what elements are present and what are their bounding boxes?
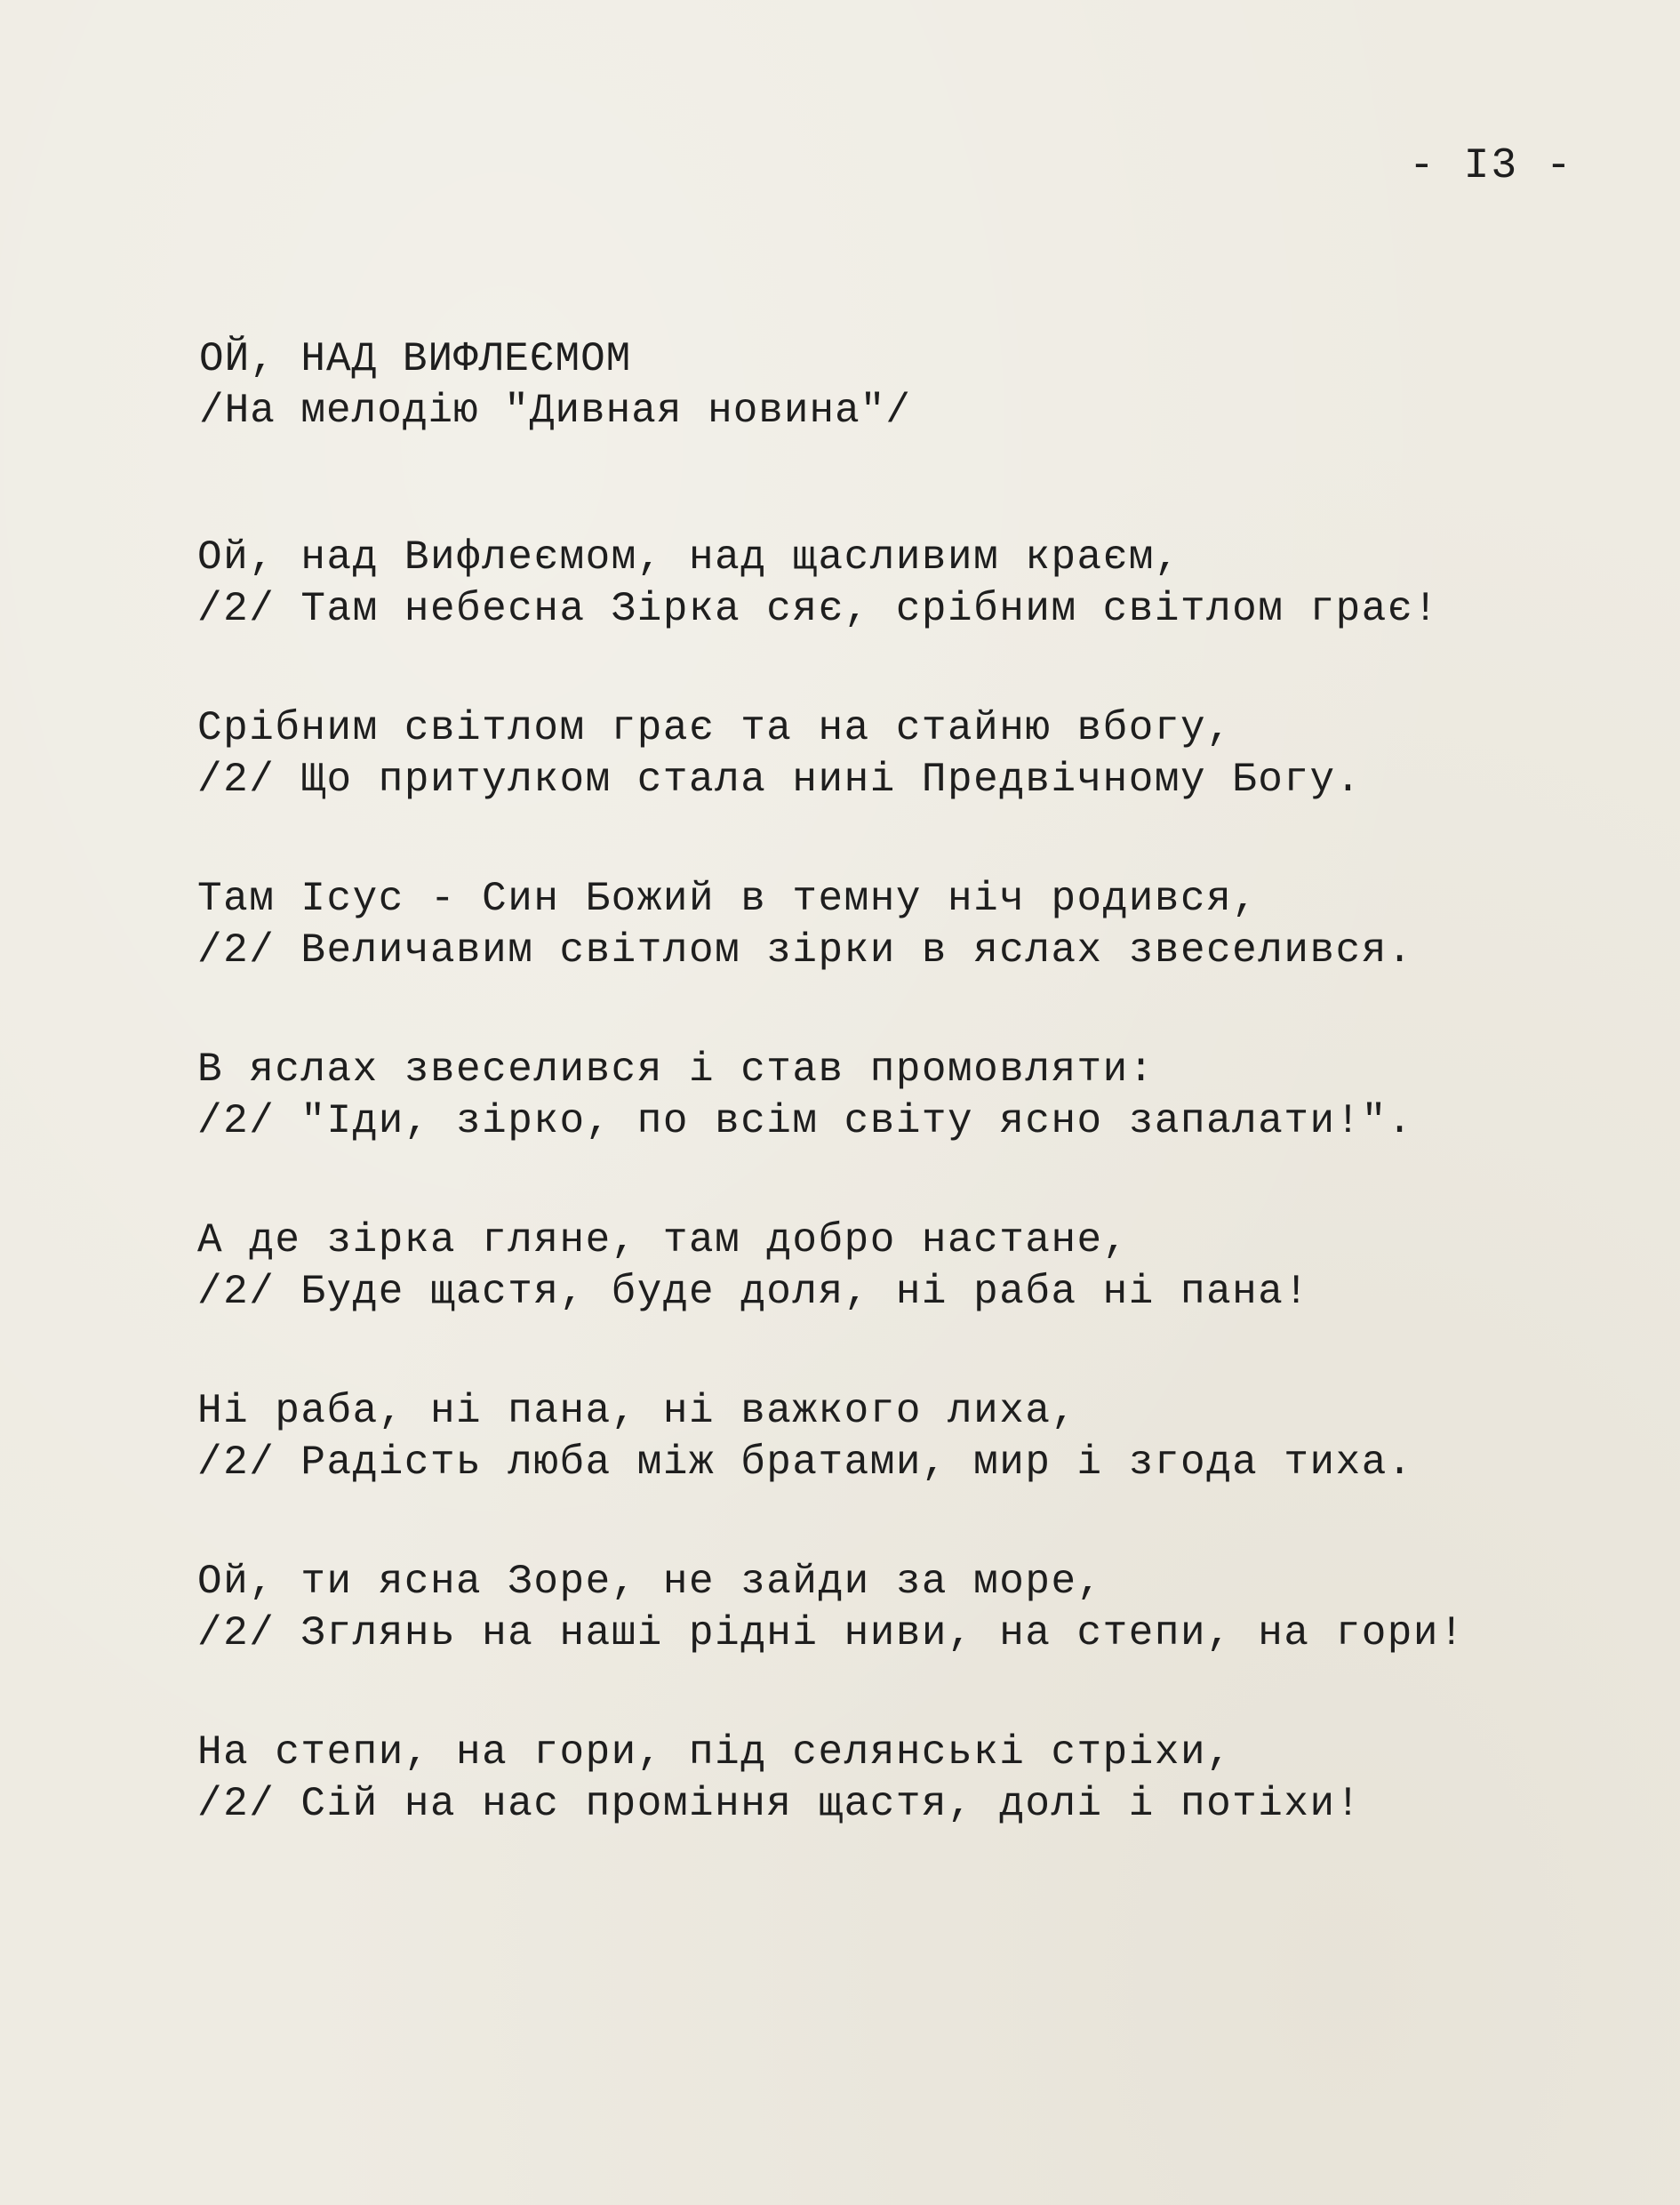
verse-line: А де зірка гляне, там добро настане, bbox=[197, 1217, 1129, 1263]
verse-refrain-line: /2/ Що притулком стала нині Предвічному Богу. bbox=[197, 757, 1362, 803]
verse-line: Ні раба, ні пана, ні важкого лиха, bbox=[197, 1388, 1077, 1434]
verse-refrain-line: /2/ Величавим світлом зірки в яслах звеселився. bbox=[197, 927, 1413, 974]
verse-line: В яслах звеселився і став промовляти: bbox=[197, 1046, 1155, 1093]
verse-7 bbox=[197, 1556, 1465, 1659]
song-verses bbox=[197, 532, 1465, 1897]
heading-block bbox=[199, 333, 911, 437]
verse-5 bbox=[197, 1215, 1465, 1318]
verse-line: Ой, ти ясна Зоре, не зайди за море, bbox=[197, 1559, 1103, 1605]
verse-refrain-line: /2/ Радість люба між братами, мир і згода тиха. bbox=[197, 1439, 1413, 1486]
verse-line: На степи, на гори, під селянські стріхи, bbox=[197, 1729, 1233, 1776]
verse-refrain-line: /2/ "Іди, зірко, по всім світу ясно запалати!". bbox=[197, 1098, 1413, 1144]
verse-2 bbox=[197, 702, 1465, 806]
page-number: - I3 - bbox=[1409, 142, 1573, 190]
verse-line: Срібним світлом грає та на стайню вбогу, bbox=[197, 705, 1233, 751]
song-subtitle: /На мелодію "Дивная новина"/ bbox=[199, 388, 911, 434]
verse-refrain-line: /2/ Зглянь на наші рідні ниви, на степи, на гори! bbox=[197, 1610, 1466, 1656]
verse-1 bbox=[197, 532, 1465, 635]
verse-refrain-line: /2/ Сій на нас проміння щастя, долі і потіхи! bbox=[197, 1781, 1362, 1827]
verse-4 bbox=[197, 1044, 1465, 1147]
verse-8 bbox=[197, 1727, 1465, 1830]
verse-6 bbox=[197, 1385, 1465, 1488]
verse-refrain-line: /2/ Там небесна Зірка сяє, срібним світлом грає! bbox=[197, 586, 1440, 632]
verse-line: Ой, над Вифлеємом, над щасливим краєм, bbox=[197, 534, 1180, 581]
song-title: ОЙ, НАД ВИФЛЕЄМОМ bbox=[199, 336, 632, 382]
verse-3 bbox=[197, 873, 1465, 976]
verse-line: Там Ісус - Син Божий в темну ніч родився, bbox=[197, 876, 1259, 922]
verse-refrain-line: /2/ Буде щастя, буде доля, ні раба ні пана! bbox=[197, 1269, 1310, 1315]
